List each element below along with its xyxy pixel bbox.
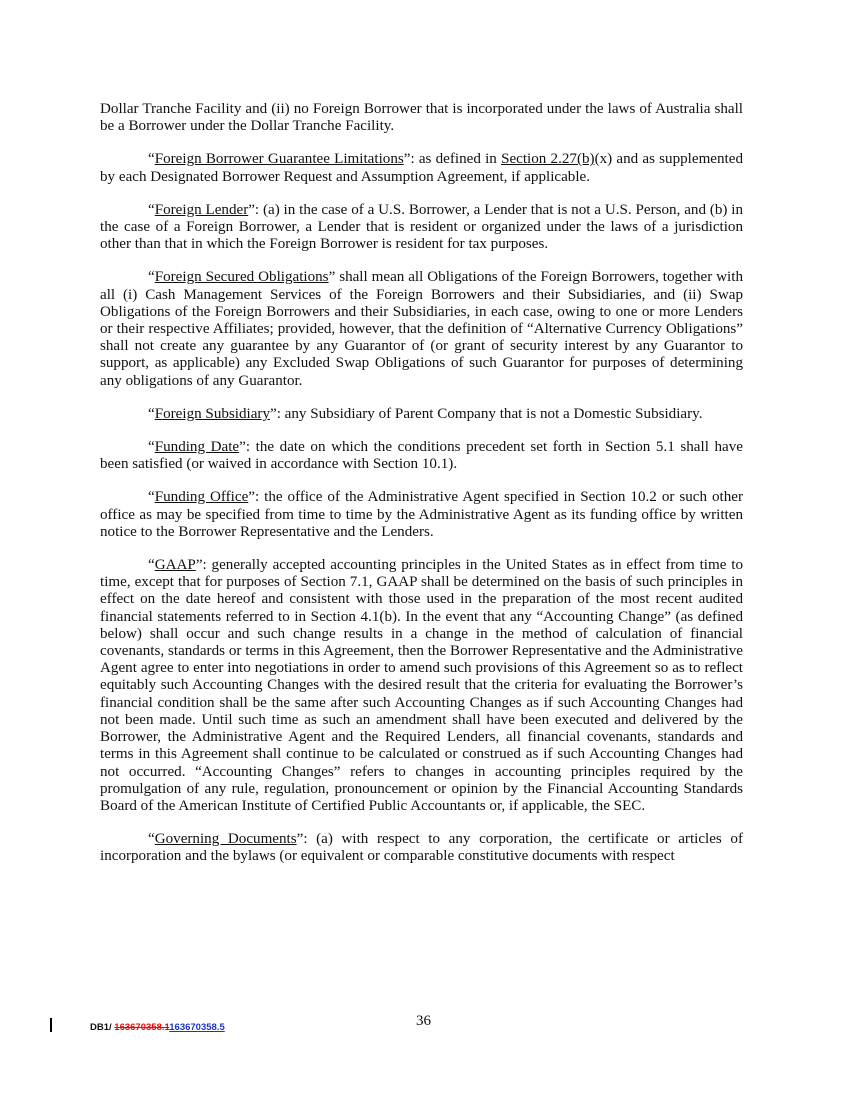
defined-term: Foreign Borrower Guarantee Limitations	[154, 151, 404, 168]
definition-gaap: “GAAP”: generally accepted accounting principles in the United States as in effect from time to time, except that for purposes of Section 7.1, GAAP shall be determined on the basis of such principles in effect on the date hereof and consistent with those used in the preparation of the most recent audited financial statements referred to in Section 4.1(b). In the event that any “Accounting Change” (as defined below) shall occur and such change results in a change in the method of calculation of financial covenants, standards or terms in this Agreement, then the Borrower Representative and the Administrative Agent agree to enter into negotiations in order to amend such provisions of this Agreement so as to reflect equitably such Accounting Changes with the desired result that the criteria for evaluating the Borrower’s financial condition shall be the same after such Accounting Changes as if such Accounting Changes had not been made. Until such time as such an amendment shall have been executed and delivered by the Borrower, the Administrative Agent and the Required Lenders, all financial covenants, standards and terms in this Agreement shall continue to be calculated or construed as if such Accounting Changes had not occurred. “Accounting Changes” refers to changes in accounting principles required by the promulgation of any rule, regulation, pronouncement or opinion by the Financial Accounting Standards Board of the American Institute of Certified Public Accountants or, if applicable, the SEC.	[100, 557, 743, 814]
definition-text: ”: (a) in the case of a U.S. Borrower, a Lender that is not a U.S. Person, and (b) in the case of a Foreign Borrower, a Lender that is resident or organized under the laws of a jurisdiction other than that in which the Foreign Borrower is resident for tax purposes.	[100, 201, 743, 253]
section-reference: Section 2.27(b)	[501, 151, 595, 168]
definition-text: ”: the office of the Administrative Agent specified in Section 10.2 or such other office as may be specified from time to time by the Administrative Agent as its funding office by written notice to the Borrower Representative and the Lenders.	[100, 489, 743, 540]
definition-foreign-lender: “Foreign Lender”: (a) in the case of a U.S. Borrower, a Lender that is not a U.S. Person, and (b) in the case of a Foreign Borrower, a Lender that is resident or organized under the laws of a jurisdiction other than that in which the Foreign Borrower is resident for tax purposes.	[100, 201, 743, 253]
document-id: DB1/ 163670358.1163670358.5	[90, 1022, 225, 1033]
defined-term: Foreign Subsidiary	[154, 405, 270, 422]
intro-paragraph: Dollar Tranche Facility and (ii) no Foreign Borrower that is incorporated under the laws of Australia shall be a Borrower under the Dollar Tranche Facility.	[100, 101, 743, 135]
defined-term: Foreign Secured Obligations	[154, 269, 329, 286]
inserted-document-id: 163670358.5	[169, 1022, 225, 1033]
defined-term: Foreign Lender	[154, 201, 249, 218]
defined-term: Funding Date	[154, 439, 240, 456]
definition-text: ”: the date on which the conditions precedent set forth in Section 5.1 shall have been satisfied (or waived in accordance with Section 10.1).	[100, 439, 743, 473]
definition-text: ”: (a) with respect to any corporation, the certificate or articles of incorporation and the bylaws (or equivalent or comparable constitutive documents with respect	[100, 831, 743, 865]
deleted-document-id: 163670358.1	[114, 1022, 170, 1033]
definition-funding-date: “Funding Date”: the date on which the conditions precedent set forth in Section 5.1 shall have been satisfied (or waived in accordance with Section 10.1).	[100, 439, 743, 473]
definition-foreign-secured-obligations: “Foreign Secured Obligations” shall mean all Obligations of the Foreign Borrowers, together with all (i) Cash Management Services of the Foreign Borrowers and their Subsidiaries, and (ii) Swap Obligations of the Foreign Borrowers and their Subsidiaries, in each case, owing to one or more Lenders or their respective Affiliates; provided, however, that the definition of “Alternative Currency Obligations” shall not create any guarantee by any Guarantor of (or grant of security interest by any Guarantor to support, as applicable) any Excluded Swap Obligations of such Guarantor for purposes of determining any obligations of any Guarantor.	[100, 269, 743, 389]
definition-funding-office: “Funding Office”: the office of the Administrative Agent specified in Section 10.2 or such other office as may be specified from time to time by the Administrative Agent as its funding office by written notice to the Borrower Representative and the Lenders.	[100, 489, 743, 540]
definition-text: ”: generally accepted accounting principles in the United States as in effect from time to time, except that for purposes of Section 7.1, GAAP shall be determined on the basis of such principles in effect on the date hereof and consistent with those used in the preparation of the most recent audited financial statements referred to in Section 4.1(b). In the event that any “Accounting Change” (as defined below) shall occur and such change results in a change in the method of calculation of financial covenants, standards or terms in this Agreement, then the Borrower Representative and the Administrative Agent agree to enter into negotiations in order to amend such provisions of this Agreement so as to reflect equitably such Accounting Changes with the desired result that the criteria for evaluating the Borrower’s financial condition shall be the same after such Accounting Changes as if such Accounting Changes had not been made. Until such time as such an amendment shall have been executed and delivered by the Borrower, the Administrative Agent and the Required Lenders, all financial covenants, standards and terms in this Agreement shall continue to be calculated or construed as if such Accounting Changes had not occurred. “Accounting Changes” refers to changes in accounting principles required by the promulgation of any rule, regulation, pronouncement or opinion by the Financial Accounting Standards Board of the American Institute of Certified Public Accountants or, if applicable, the SEC.	[100, 557, 743, 814]
page-number: 36	[416, 1013, 431, 1029]
definition-text: ” shall mean all Obligations of the Foreign Borrowers, together with all (i) Cash Management Services of the Foreign Borrowers and their Subsidiaries, and (ii) Swap Obligations of the Foreign Borrowers and their Subsidiaries, in each case, owing to one or more Lenders or their respective Affiliates; provided, however, that the definition of “Alternative Currency Obligations” shall not create any guarantee by any Guarantor of (or grant of security interest by any Guarantor to support, as applicable) any Excluded Swap Obligations of such Guarantor for purposes of determining any obligations of any Guarantor.	[100, 269, 743, 389]
document-body	[100, 101, 743, 882]
definition-text: ”: any Subsidiary of Parent Company that is not a Domestic Subsidiary.	[270, 405, 703, 422]
definition-foreign-borrower-guarantee-limitations: “Foreign Borrower Guarantee Limitations”: as defined in Section 2.27(b)(x) and as supplemented by each Designated Borrower Request and Assumption Agreement, if applicable.	[100, 151, 743, 185]
defined-term: GAAP	[154, 557, 196, 574]
definition-foreign-subsidiary: “Foreign Subsidiary”: any Subsidiary of Parent Company that is not a Domestic Subsidiary.	[148, 405, 703, 422]
change-bar	[50, 1018, 52, 1032]
definition-governing-documents: “Governing Documents”: (a) with respect to any corporation, the certificate or articles of incorporation and the bylaws (or equivalent or comparable constitutive documents with respect	[100, 831, 743, 865]
defined-term: Governing Documents	[154, 831, 297, 848]
defined-term: Funding Office	[154, 489, 249, 506]
